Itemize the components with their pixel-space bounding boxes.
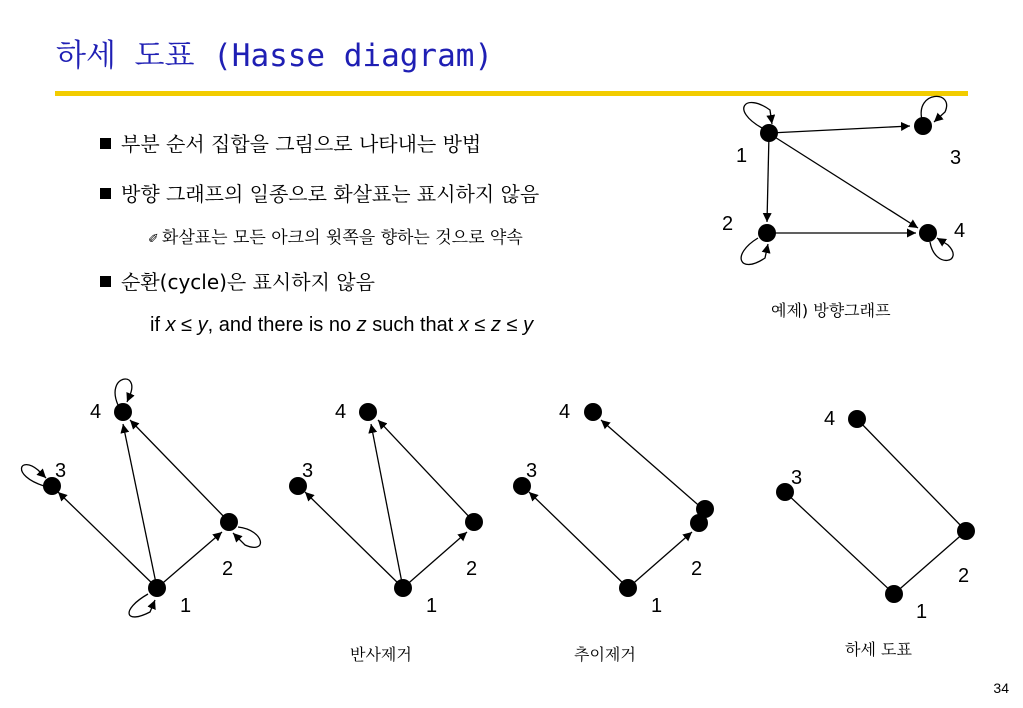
svg-text:3: 3 bbox=[526, 460, 538, 482]
bullet-3-text: 순환(cycle)은 표시하지 않음 bbox=[121, 270, 375, 294]
caption-hasse: 하세 도표 bbox=[845, 640, 912, 659]
example-label-1: 1 bbox=[736, 145, 748, 167]
bullet-2-text: 방향 그래프의 일종으로 화살표는 표시하지 않음 bbox=[121, 182, 540, 206]
svg-text:1: 1 bbox=[916, 601, 928, 623]
diagram-reflexive-removed bbox=[289, 401, 483, 617]
example-label-4: 4 bbox=[954, 220, 966, 242]
edge-1-3 bbox=[770, 126, 910, 133]
diagram-transitive-removed bbox=[513, 401, 714, 617]
svg-text:3: 3 bbox=[791, 467, 803, 489]
bullet-1-text: 부분 순서 집합을 그림으로 나타내는 방법 bbox=[121, 132, 482, 156]
loop-2 bbox=[741, 238, 768, 264]
example-label-3: 3 bbox=[950, 147, 962, 169]
hasse-condition: if x ≤ y, and there is no z such that x ≤ z ≤ y bbox=[150, 314, 534, 336]
svg-text:2: 2 bbox=[958, 565, 970, 587]
example-digraph bbox=[722, 96, 965, 264]
edge-1-4 bbox=[770, 134, 918, 228]
svg-text:2: 2 bbox=[222, 558, 234, 580]
svg-text:3: 3 bbox=[55, 460, 67, 482]
example-label-2: 2 bbox=[722, 213, 734, 235]
pointing-hand-icon: ✐ bbox=[148, 232, 159, 247]
svg-text:1: 1 bbox=[426, 595, 438, 617]
svg-text:3: 3 bbox=[302, 460, 314, 482]
example-node-4 bbox=[919, 224, 937, 242]
svg-text:4: 4 bbox=[824, 408, 836, 430]
example-node-2 bbox=[758, 224, 776, 242]
page-title: 하세 도표 (Hasse diagram) bbox=[56, 38, 494, 74]
svg-text:2: 2 bbox=[466, 558, 478, 580]
caption-reflexive-removed: 반사제거 bbox=[350, 645, 412, 664]
loop-4 bbox=[930, 238, 953, 260]
svg-text:4: 4 bbox=[335, 401, 347, 423]
example-node-3 bbox=[914, 117, 932, 135]
svg-text:4: 4 bbox=[90, 401, 102, 423]
example-caption: 예제) 방향그래프 bbox=[771, 301, 891, 320]
svg-text:2: 2 bbox=[691, 558, 703, 580]
svg-text:1: 1 bbox=[180, 595, 192, 617]
page-number: 34 bbox=[993, 680, 1009, 696]
diagram-hasse bbox=[776, 408, 975, 623]
svg-text:4: 4 bbox=[559, 401, 571, 423]
edge-1-2 bbox=[767, 134, 769, 222]
caption-transitive-removed: 추이제거 bbox=[574, 645, 636, 664]
diagram-full-relation bbox=[21, 379, 260, 617]
svg-text:1: 1 bbox=[651, 595, 663, 617]
example-node-1 bbox=[760, 124, 778, 142]
sub-bullet-text: 화살표는 모든 아크의 윗쪽을 향하는 것으로 약속 bbox=[161, 228, 523, 248]
